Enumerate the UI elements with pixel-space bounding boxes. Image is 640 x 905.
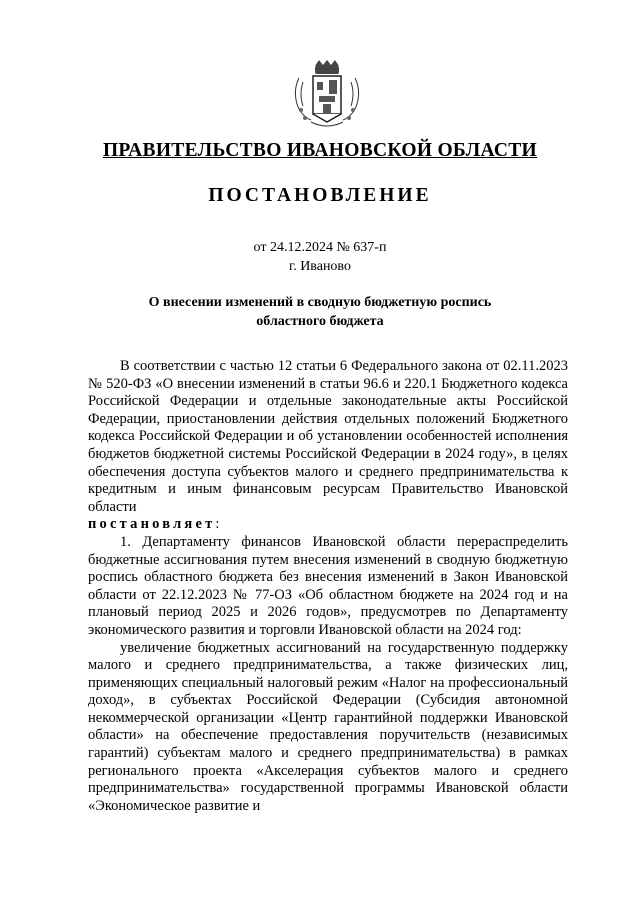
date-number: от 24.12.2024 № 637-п [253, 240, 387, 255]
document-type-title: ПОСТАНОВЛЕНИЕ [208, 185, 432, 206]
subject-line-1: О внесении изменений в сводную бюджетную роспись [148, 295, 492, 310]
document-meta [0, 238, 640, 276]
document-subject [0, 293, 640, 331]
preamble-paragraph: В соответствии с частью 12 статьи 6 Федерального закона от 02.11.2023 № 520-ФЗ «О внесении изменений в статьи 96.6 и 220.1 Бюджетного кодекса Российской Федерации и отдельные законодательные акты Российской Федерации, приостановлении действия отдельных положений Бюджетного кодекса Российской Федерации и об установлении особенностей исполнения бюджетов бюджетной системы Российской Федерации в 2024 году», в целях обеспечения доступа субъектов малого и среднего предпринимательства к кредитным и иным финансовым ресурсам Правительство Ивановской области [88, 358, 568, 515]
city: г. Иваново [289, 259, 351, 274]
clause-1-detail-paragraph: увеличение бюджетных ассигнований на государственную поддержку малого и среднего предпринимательства, а также физических лиц, применяющих специальный налоговый режим «Налог на профессиональный доход», в субъектах Российской Федерации (Субсидия автономной некоммерческой организации «Центр гарантийной поддержки Ивановской области» на обеспечение предоставления поручительств (независимых гарантий) субъектам малого и среднего предпринимательства) в рамках регионального проекта «Акселерация субъектов малого и среднего предпринимательства» государственной программы Ивановской области «Экономическое развитие и [88, 639, 568, 814]
coat-of-arms-emblem [291, 60, 363, 130]
subject-line-2: областного бюджета [256, 314, 384, 329]
government-title: ПРАВИТЕЛЬСТВО ИВАНОВСКОЙ ОБЛАСТИ [102, 140, 538, 161]
clause-1-paragraph: 1. Департаменту финансов Ивановской области перераспределить бюджетные ассигнования путем внесения изменений в сводную бюджетную роспись областного бюджета без внесения изменений в Закон Ивановской области от 22.12.2023 № 77-ОЗ «Об областном бюджете на 2024 год и на плановый период 2025 и 2026 годов», предусмотрев по Департаменту экономического развития и торговли Ивановской области на 2024 год: [88, 533, 568, 638]
decree-word: постановляет [88, 516, 216, 533]
decree-line [88, 516, 568, 534]
document-body [88, 358, 568, 815]
decree-colon: : [215, 516, 220, 533]
